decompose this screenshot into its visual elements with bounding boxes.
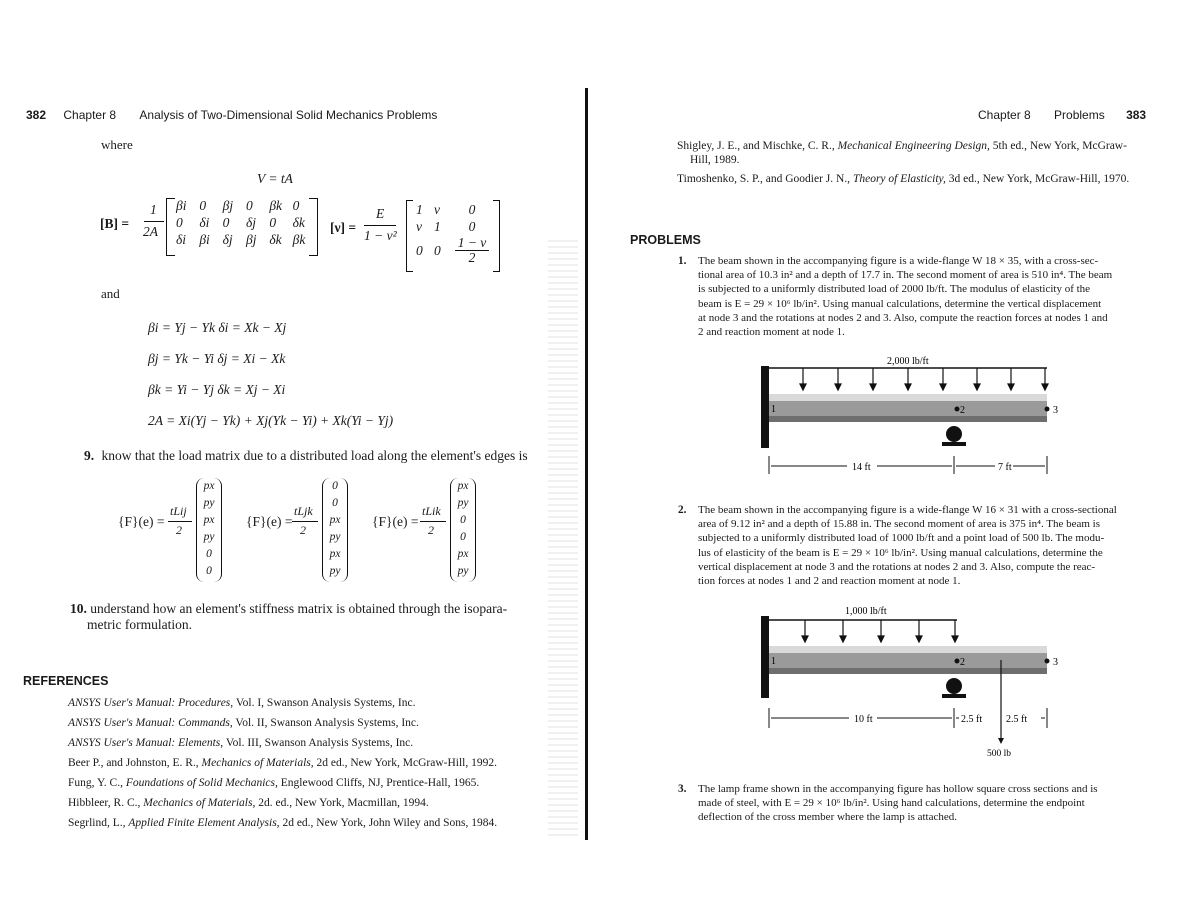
item-9 xyxy=(84,448,528,464)
load-vector-ij: px py px py 0 0 xyxy=(196,478,222,582)
nu-matrix-body: 1 ν 0 ν 1 0 0 0 1 − ν 2 xyxy=(416,202,494,265)
load-matrix-ij-coef-den: 2 xyxy=(176,523,182,537)
reference-item-line2: Hill, 1989. xyxy=(690,154,740,166)
b-matrix-equation xyxy=(100,196,322,258)
load-matrix-ik-coef-num: tLik xyxy=(422,504,441,518)
right-chapter-label: Chapter 8 xyxy=(978,108,1031,122)
nu-matrix-equation xyxy=(330,198,502,274)
p2-dim-2: 2.5 ft xyxy=(961,714,983,725)
problem-1: 1. The beam shown in the accompanying figure is a wide-flange W 18 × 35, with a cross-sec- tional area of 10.3 in² and a depth of 17.7 in. The second moment of area is 510 in⁴. The beam is subjected to a uniformly distributed load of 2000 lb/ft. The modulus of elasticity of the beam is E = 29 × 10⁶ lb/in². Using manual calculations, determine the vertical displacement at node 3 and the rotations at nodes 2 and 3. Also, compute the reaction forces at nodes 1 and 2 and reaction moment at node 1. xyxy=(678,255,1113,339)
problem-2: 2. The beam shown in the accompanying figure is a wide-flange W 16 × 31 with a cross-sectional area of 9.12 in² and a depth of 15.88 in. The second moment of area is 375 in⁴. The beam is subjected to a uniformly distributed load of 1000 lb/ft and a point load of 500 lb. The modu- lus of elasticity of the beam is E = 29 × 10⁶ lb/in². Using manual calculations, determine the vertical displacement at node 3 and the rotations at nodes 2 and 3. Also, compute the reac- tion forces at nodes 1 and 2 and reaction moment at node 1. xyxy=(678,504,1117,588)
references-list xyxy=(68,697,497,837)
problem-1-number: 1. xyxy=(678,255,687,267)
right-page-header xyxy=(978,108,1146,122)
reference-item: Beer P., and Johnston, E. R., Mechanics of Materials, 2d ed., New York, McGraw-Hill, 1992. xyxy=(68,757,497,769)
b-frac-num: 1 xyxy=(150,202,157,217)
b-frac-bar xyxy=(144,221,164,222)
b-frac-den: 2A xyxy=(143,224,158,239)
p2-node-3: 3 xyxy=(1053,657,1058,668)
load-matrix-ij-coef-num: tLij xyxy=(170,504,187,518)
problem-2-figure xyxy=(755,600,1075,760)
right-page-number: 383 xyxy=(1126,108,1147,122)
reference-item: Timoshenko, S. P., and Goodier J. N., Theory of Elasticity, 3d ed., New York, McGraw-Hill, 1970. xyxy=(677,173,1130,185)
p2-dim-3: 2.5 ft xyxy=(1006,714,1028,725)
and-label: and xyxy=(101,286,120,301)
load-matrix-jk-label: {F}(e) = xyxy=(246,514,293,529)
load-matrix-ij xyxy=(118,478,238,584)
p1-node-2: 2 xyxy=(960,405,965,416)
reference-item: ANSYS User's Manual: Commands, Vol. II, Swanson Analysis Systems, Inc. xyxy=(68,717,419,729)
load-matrix-jk xyxy=(246,478,366,584)
right-section-label: Problems xyxy=(1054,108,1105,122)
b-matrix-body: βi 0 βj 0 βk 0 0 δi 0 δj 0 δk δi βi δj βj δk βk xyxy=(176,198,306,247)
p2-load-arrows xyxy=(802,620,958,642)
nu-matrix-label: [ν] = xyxy=(330,220,357,235)
geometry-eq-4: 2A = Xi(Yj − Yk) + Xj(Yk − Yi) + Xk(Yi − Yj) xyxy=(148,413,394,428)
nu-frac-num: E xyxy=(376,206,385,221)
load-matrix-ik-label: {F}(e) = xyxy=(372,514,419,529)
problem-3: 3. The lamp frame shown in the accompanying figure has hollow square cross sections and is made of steel, with E = 29 × 10⁶ lb/in². Using hand calculations, determine the endpoint deflection of the cross member where the lamp is attached. xyxy=(678,783,1098,824)
left-chapter-title: Analysis of Two-Dimensional Solid Mechanics Problems xyxy=(139,108,438,122)
load-matrix-ij-label: {F}(e) = xyxy=(118,514,165,529)
p2-load-label: 1,000 lb/ft xyxy=(845,606,887,617)
problems-heading: PROBLEMS xyxy=(630,233,701,247)
p1-load-label: 2,000 lb/ft xyxy=(887,356,929,367)
reference-item: Segrlind, L., Applied Finite Element Analysis, 2d ed., New York, John Wiley and Sons, 1984. xyxy=(68,817,498,829)
b-matrix-label: [B] = xyxy=(100,216,130,231)
p1-dim-2: 7 ft xyxy=(998,462,1012,473)
reference-item: ANSYS User's Manual: Procedures, Vol. I, Swanson Analysis Systems, Inc. xyxy=(68,697,416,709)
item-10-number: 10. xyxy=(70,601,87,616)
left-page-number: 382 xyxy=(26,108,47,122)
item-10-text-line1: understand how an element's stiffness matrix is obtained through the isopara- xyxy=(90,601,508,616)
nu-frac-den: 1 − ν² xyxy=(364,228,397,243)
left-chapter-label: Chapter 8 xyxy=(63,108,117,122)
where-label: where xyxy=(101,137,133,152)
p1-node-1: 1 xyxy=(771,404,776,415)
p1-roller-support xyxy=(946,426,962,442)
p2-node-1: 1 xyxy=(771,656,776,667)
load-matrix-ik-coef-den: 2 xyxy=(428,523,434,537)
p2-node-2: 2 xyxy=(960,657,965,668)
p1-wall xyxy=(761,366,769,448)
page-shadow xyxy=(548,240,578,840)
item-9-number: 9. xyxy=(84,448,95,463)
load-vector-ik: px py 0 0 px py xyxy=(450,478,476,582)
load-matrix-jk-coef-den: 2 xyxy=(300,523,306,537)
references-heading: REFERENCES xyxy=(23,674,109,688)
geometry-eq-2: βj = Yk − Yi δj = Xi − Xk xyxy=(148,351,286,366)
load-vector-jk: 0 0 px py px py xyxy=(322,478,348,582)
p2-point-load-label: 500 lb xyxy=(987,749,1012,759)
left-page-header xyxy=(26,108,437,122)
item-9-text: know that the load matrix due to a distributed load along the element's edges is xyxy=(101,448,528,463)
item-10-text-line2: metric formulation. xyxy=(87,617,192,632)
p2-wall xyxy=(761,616,769,698)
reference-item: Fung, Y. C., Foundations of Solid Mechanics, Englewood Cliffs, NJ, Prentice-Hall, 1965. xyxy=(68,777,480,789)
item-10 xyxy=(70,601,540,633)
problem-3-number: 3. xyxy=(678,783,687,795)
p2-dim-1: 10 ft xyxy=(854,714,873,725)
volume-equation: V = tA xyxy=(257,171,293,186)
geometry-eq-3: βk = Yi − Yj δk = Xj − Xi xyxy=(148,382,286,397)
geometry-eq-1: βi = Yj − Yk δi = Xk − Xj xyxy=(148,320,287,335)
load-matrix-jk-coef-num: tLjk xyxy=(294,504,313,518)
references-continued xyxy=(677,139,1139,185)
p1-node-3: 3 xyxy=(1053,405,1058,416)
p1-dim-1: 14 ft xyxy=(852,462,871,473)
book-gutter xyxy=(585,88,588,840)
reference-item: ANSYS User's Manual: Elements, Vol. III, Swanson Analysis Systems, Inc. xyxy=(68,737,414,749)
reference-item: Hibbleer, R. C., Mechanics of Materials, 2d. ed., New York, Macmillan, 1994. xyxy=(68,797,429,809)
problem-2-number: 2. xyxy=(678,504,687,516)
nu-frac-bar xyxy=(364,225,396,226)
p1-load-arrows xyxy=(800,368,1048,390)
reference-item: Shigley, J. E., and Mischke, C. R., Mechanical Engineering Design, 5th ed., New York, McGraw- xyxy=(677,140,1127,152)
problem-1-figure xyxy=(755,348,1075,483)
p2-roller-support xyxy=(946,678,962,694)
load-matrix-ik xyxy=(372,478,502,584)
